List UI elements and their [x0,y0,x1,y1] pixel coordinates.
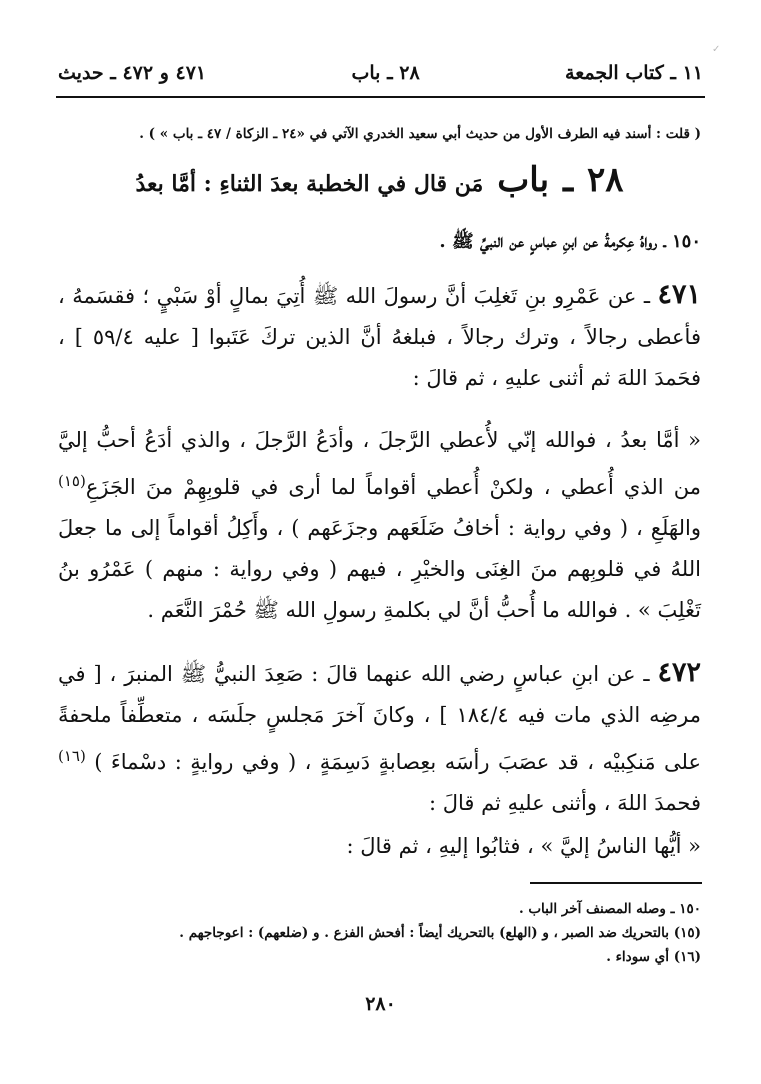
header-chapter: ٢٨ ـ باب [351,62,420,84]
scan-edge-mark: ✓ [712,44,721,55]
hadith-quote-cont: والهَلَعِ ، ( وفي رواية : أخافُ ضَلَعَهم وجزَعَهم ) ، وأَكِلُ أقواماً إلى ما جعلَ اللهُ في قلوبِهم منَ الغِنَى والخيْرِ ، فيهم ( وفي رواية : منهم ) عَمْرُو بنُ تَغْلِبَ » . فوالله ما أُحبُّ أنَّ لي بكلمةِ رسولِ الله ﷺ حُمْرَ النَّعَم . [58,516,701,622]
header-book-title: ١١ ـ كتاب الجمعة [565,62,703,84]
chapter-title: مَن قال في الخطبة بعدَ الثناءِ : أمَّا بعدُ [135,171,484,197]
footnote-ref-15[interactable]: (١٥) [58,472,86,490]
hadith-471-quote [58,420,701,631]
narration-line: ١٥٠ ـ رواهُ عِكرمةُ عن ابنِ عباسٍ عن النبيِّ ﷺ . [439,231,701,252]
editor-note: ( قلت : أسند فيه الطرف الأول من حديث أبي سعيد الخدري الآتي في «٢٤ ـ الزكاة / ٤٧ ـ باب » ) . [139,126,701,142]
chapter-word: باب [497,160,550,200]
footnote-divider [530,882,702,884]
running-header [58,56,703,90]
hadith-472-quote: « أيُّها الناسُ إليَّ » ، فثابُوا إليهِ ، ثم قالَ : [346,834,701,858]
hadith-text: ـ عن عَمْرِو بنِ تَغلِبَ أنَّ رسولَ الله ﷺ أُتِيَ بمالٍ أوْ سَبْيٍ ؛ فقسَمهُ ، فأعطى رجالاً ، وترك رجالاً ، فبلغهُ أنَّ الذين تركَ عَتَبوا [ عليه ٥٩/٤ ] ، فحَمدَ اللهَ ثم أثنى عليهِ ، ثم قالَ : [58,284,701,390]
footnote-ref-16[interactable]: (١٦) [58,747,86,765]
chapter-heading [58,160,701,200]
hadith-472 [58,652,701,824]
header-divider [56,96,705,98]
page-number: ٢٨٠ [365,993,396,1015]
chapter-number: ٢٨ [587,160,624,200]
footnote-150: ١٥٠ ـ وصله المصنف آخر الباب . [518,901,701,917]
hadith-471 [58,274,701,399]
hadith-number: ٤٧٢ [657,657,701,688]
chapter-dash: ـ [563,160,574,200]
hadith-quote: « أمَّا بعدُ ، فوالله إنّي لأُعطي الرَّجلَ ، وأدَعُ الرَّجلَ ، والذي أدَعُ أحبُّ إليَّ من الذي أُعطي ، ولكنْ أُعطي أقواماً لما أرى في قلوبِهِمْ منَ الجَزَعِ [58,428,701,499]
hadith-number: ٤٧١ [657,279,701,310]
hadith-text: ـ عن ابنِ عباسٍ رضي الله عنهما قالَ : صَعِدَ النبيُّ ﷺ المنبرَ ، [ في مرضِه الذي مات فيه ١٨٤/٤ ] ، وكانَ آخرَ مَجلسٍ جلَسَه ، متعطِّفاً ملحفةً على مَنكِبيْه ، قد عصَبَ رأسَه بعِصابةٍ دَسِمَةٍ ، ( وفي روايةٍ : دسْماءَ ) [58,662,702,774]
header-hadith-range: ٤٧١ و ٤٧٢ ـ حديث [58,62,207,84]
hadith-text-cont: فحمدَ اللهَ ، وأثنى عليهِ ثم قالَ : [428,791,701,815]
footnote-16: (١٦) أي سوداء . [606,949,701,965]
footnote-15: (١٥) بالتحريك ضد الصبر ، و (الهلع) بالتحريك أيضاً : أفحش الفزع . و (ضلعهم) : اعوجاجهم . [179,925,701,941]
